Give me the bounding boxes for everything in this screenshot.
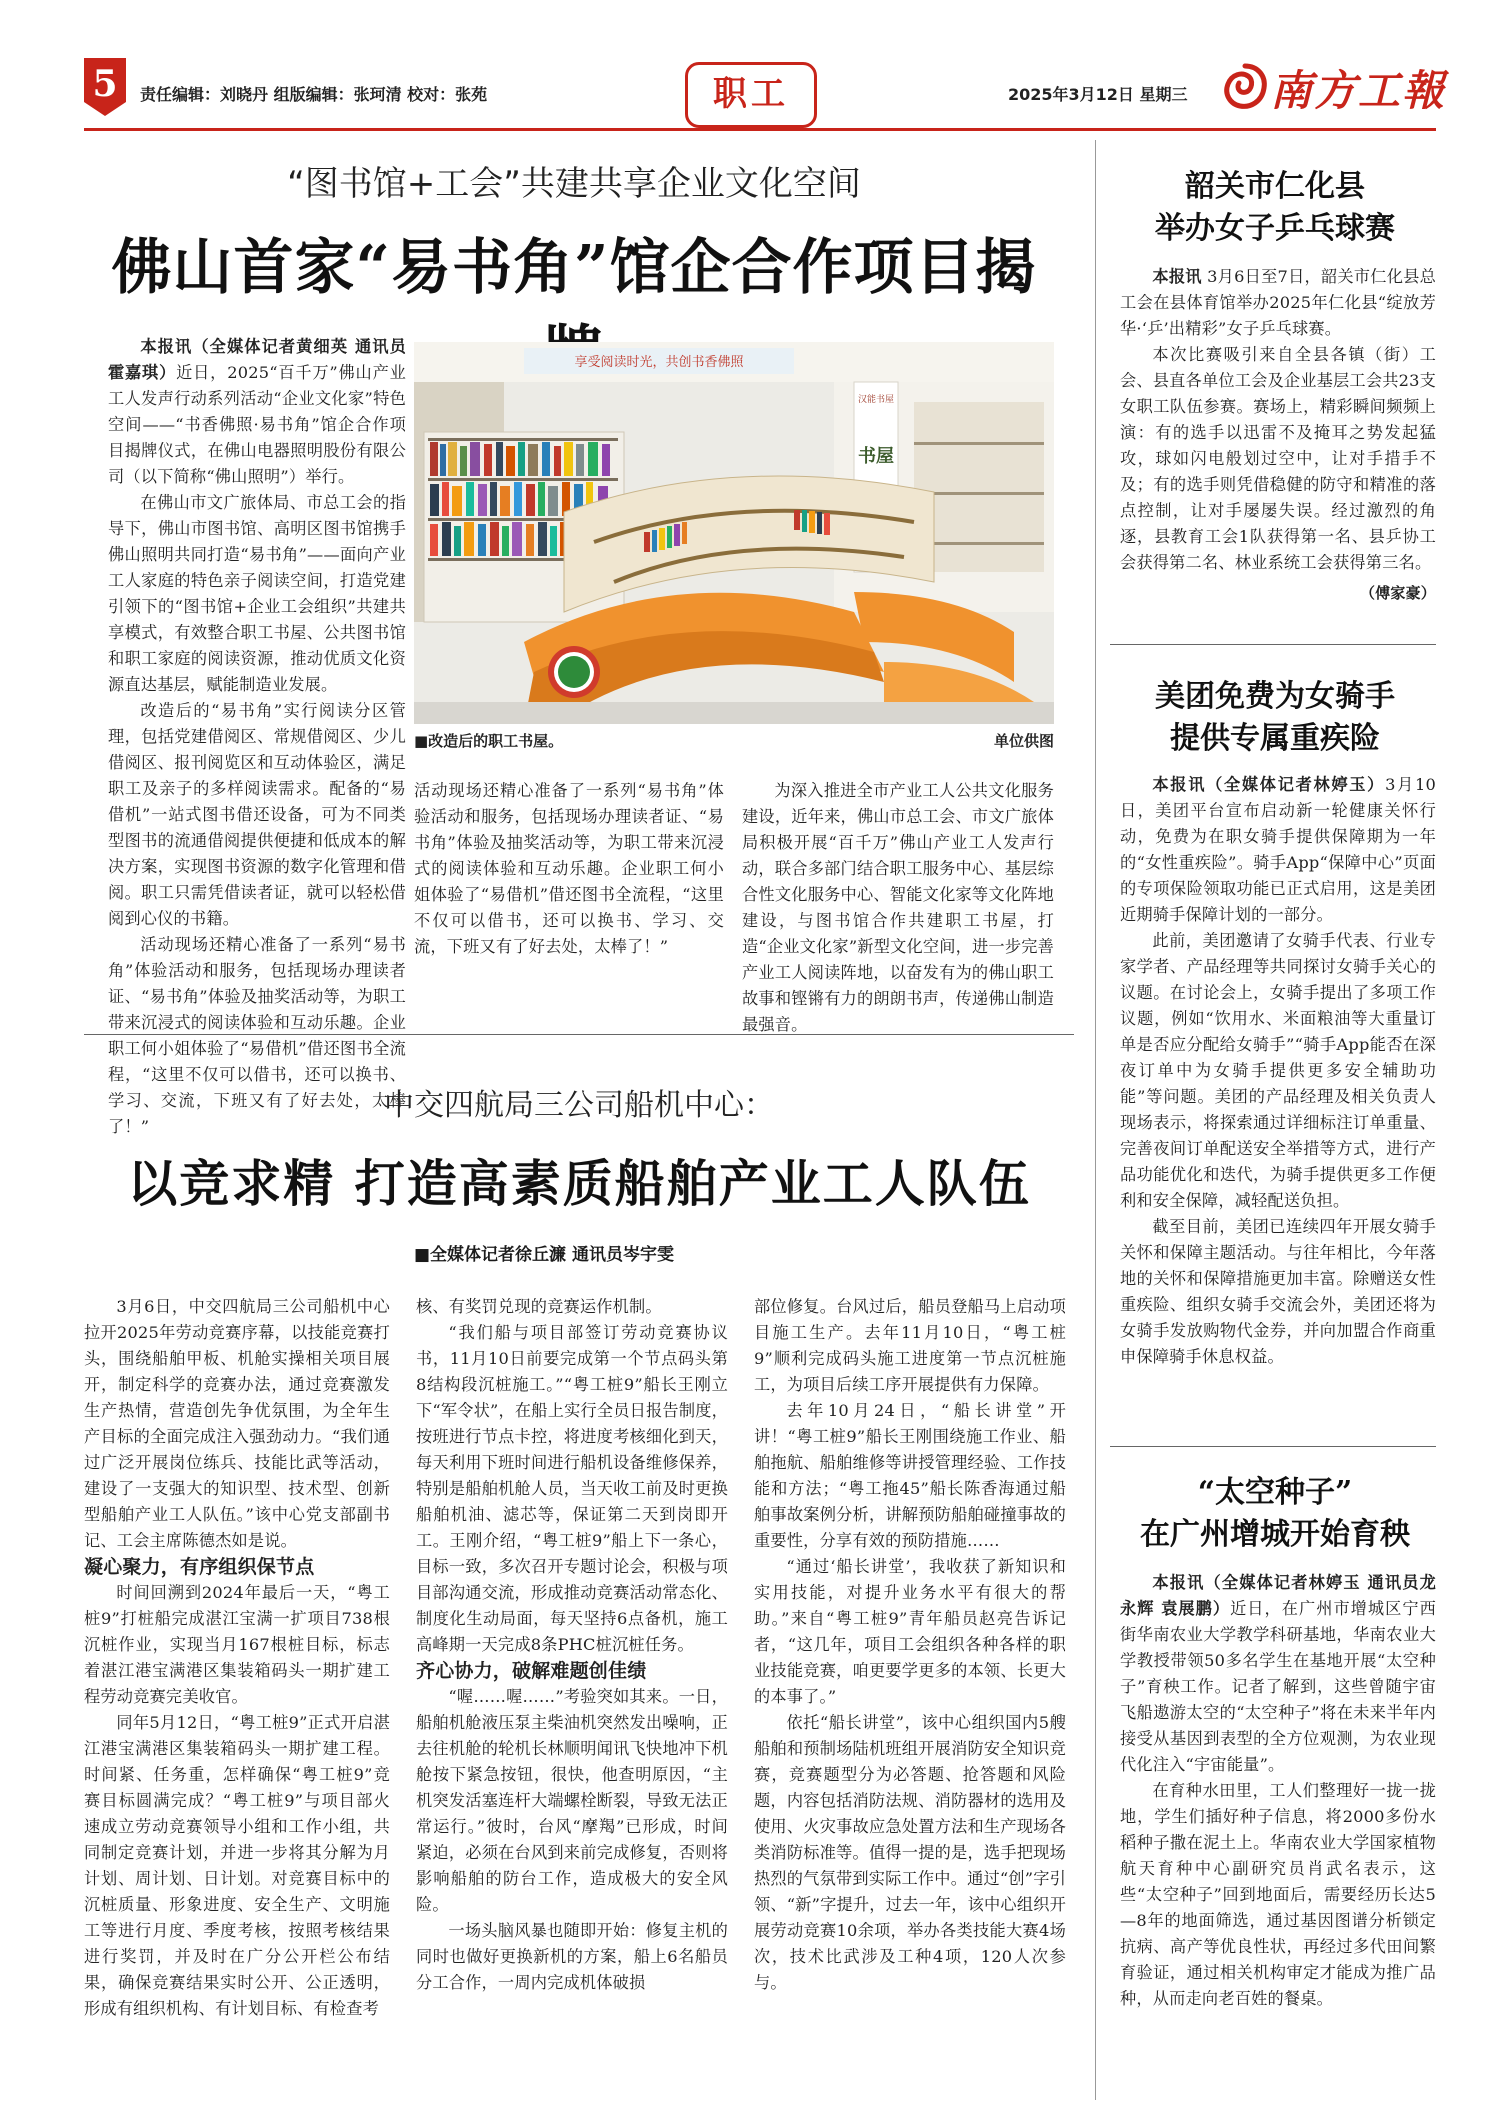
- article2-column-2: [416, 1294, 728, 2104]
- photo-caption: [414, 730, 1054, 751]
- paragraph: [1120, 772, 1436, 928]
- article2-headline: 以竞求精 打造高素质船舶产业工人队伍: [127, 1154, 1031, 1213]
- side2-body: [1120, 772, 1436, 1372]
- lead-credit: （全媒体记者林婷玉）: [1206, 775, 1386, 794]
- paragraph: 依托“船长讲堂”，该中心组织国内5艘船舶和预制场陆机班组开展消防安全知识竞赛，竞赛题型分为必答题、抢答题和风险题，内容包括消防法规、消防器材的选用及使用、火灾事故应急处置方法和生产现场各类消防标准等。值得一提的是，选手把现场热烈的气氛带到实际工作中。通过“创”字引领、“新”字提升，过去一年，该中心组织开展劳动竞赛10余项，举办各类技能大赛4场次，技术比武涉及工种4项，120人次参与。: [754, 1713, 1066, 1992]
- paragraph: 为深入推进全市产业工人公共文化服务建设，近年来，佛山市总工会、市文广旅体局积极开展“百千万”佛山产业工人发声行动，联合多部门结合职工服务中心、基层综合性文化服务中心、智能文化家等文化阵地建设，与图书馆合作共建职工书屋，打造“企业文化家”新型文化空间，进一步完善产业工人阅读阵地，以奋发有为的佛山职工故事和铿锵有力的朗朗书声，传递佛山制造最强音。: [742, 781, 1054, 1034]
- paragraph: 活动现场还精心准备了一系列“易书角”体验活动和服务，包括现场办理读者证、“易书角”体验及抽奖活动等，为职工带来沉浸式的阅读体验和互动乐趣。企业职工何小姐体验了“易借机”借还图书全流程，“这里不仅可以借书，还可以换书、学习、交流，下班又有了好去处，太棒了！”: [414, 781, 724, 956]
- paragraph: 近日，2025“百千万”佛山产业工人发声行动系列活动“企业文化家”特色空间——“书香佛照·易书角”馆企合作项目揭牌仪式，在佛山电器照明股份有限公司（以下简称“佛山照明”）举行。: [108, 363, 406, 486]
- column-divider: [1095, 140, 1096, 2100]
- side1-headline-line1: 韶关市仁化县: [1185, 169, 1365, 204]
- article2-kicker: 中交四航局三公司船机中心：: [384, 1088, 774, 1123]
- header-rule: [84, 128, 1436, 131]
- article1-headline: 佛山首家“易书角”馆企合作项目揭: [111, 233, 1037, 303]
- paragraph: 去年10月24日，“船长讲堂”开讲！“粤工桩9”船长王刚围绕施工作业、船舶拖航、船舶维修等讲授管理经验、工作技能和方法；“粤工拖45”船长陈香海通过船舶事故案例分析，讲解预防船舶碰撞事故的重要性，分享有效的预防措施……: [754, 1401, 1066, 1550]
- paragraph-text: 3月10日，美团平台宣布启动新一轮健康关怀行动，免费为在职女骑手提供保障期为一年的“女性重疾险”。骑手App“保障中心”页面的专项保险领取功能已正式启用，这是美团近期骑手保障计划的一部分。: [1120, 775, 1437, 924]
- paragraph: “通过‘船长讲堂’，我收获了新知识和实用技能，对提升业务水平有很大的帮助。”来自“粤工桩9”青年船员赵亮告诉记者，“这几年，项目工会组织各种各样的职业技能竞赛，咱更要学更多的本领、长更大的本事了。”: [754, 1557, 1066, 1706]
- masthead: [0, 0, 1500, 140]
- photo-credit: 单位供图: [993, 732, 1054, 750]
- article1-kicker: “图书馆+工会”共建共享企业文化空间: [287, 164, 861, 204]
- article-divider: [84, 1034, 1074, 1035]
- side2-headline-line2: 提供专属重疾险: [1170, 721, 1380, 756]
- caption-text: ■改造后的职工书屋。: [414, 732, 564, 750]
- photo-sign-text: 书屋: [858, 446, 894, 467]
- paragraph: 时间回溯到2024年最后一天，“粤工桩9”打桩船完成湛江宝满一扩项目738根沉桩作业，实现当月167根桩目标，标志着湛江港宝满港区集装箱码头一期扩建工程劳动竞赛完美收官。: [84, 1583, 390, 1706]
- article2-column-3: [754, 1294, 1066, 2104]
- paragraph: “喔……喔……”考验突如其来。一日，船舶机舱液压泵主柴油机突然发出噪响，正去往机舱的轮机长林顺明闻讯飞快地冲下机舱按下紧急按钮，很快，他查明原因，“主机突发活塞连杆大端螺栓断裂，导致无法正常运行。”彼时，台风“摩羯”已形成，时间紧迫，必须在台风到来前完成修复，否则将影响船舶的防台工作，造成极大的安全风险。: [416, 1687, 728, 1914]
- article2-byline: ■全媒体记者徐丘濂 通讯员岑宇雯: [414, 1245, 674, 1265]
- paragraph: [1120, 264, 1436, 342]
- issue-date: 2025年3月12日 星期三: [1008, 85, 1188, 104]
- paragraph: 活动现场还精心准备了一系列“易书角”体验活动和服务，包括现场办理读者证、“易书角”体验及抽奖活动等，为职工带来沉浸式的阅读体验和互动乐趣。企业职工何小姐体验了“易借机”借还图书全流程，“这里不仅可以借书，还可以换书、学习、交流，下班又有了好去处，太棒了！”: [108, 935, 406, 1136]
- newspaper-logo-icon: [1222, 62, 1268, 112]
- lead-label: 本报讯: [1152, 1573, 1205, 1592]
- side2-headline: [1110, 676, 1440, 760]
- lead-credit: （全媒体记者林婷玉 通讯员龙永辉 袁展鹏）: [1120, 1573, 1437, 1618]
- paragraph: 改造后的“易书角”实行阅读分区管理，包括党建借阅区、常规借阅区、少儿借阅区、报刊阅览区和互动体验区，满足职工及亲子的多样阅读需求。配备的“易借机”一站式图书借还设备，可为不同类型图书的流通借阅提供便捷和低成本的解决方案，实现图书资源的数字化管理和借阅。职工只需凭借读者证，就可以轻松借阅到心仪的书籍。: [108, 701, 406, 928]
- lead-credit: （全媒体记者黄细英 通讯员霍嘉琪）: [108, 337, 406, 382]
- lead-label: 本报讯: [1152, 267, 1202, 286]
- section-label: 职工: [713, 74, 789, 114]
- paragraph: “我们船与项目部签订劳动竞赛协议书，11月10日前要完成第一个节点码头第8结构段沉桩施工。”“粤工桩9”船长王刚立下“军令状”，在船上实行全员日报告制度，按班进行节点卡控，将进度考核细化到天，每天利用下班时间进行船机设备维修保养，特别是船舶机舱人员，当天收工前及时更换船舶机油、滤芯等，保证第二天到岗即开工。王刚介绍，“粤工桩9”船上下一条心，目标一致，多次召开专题讨论会，积极与项目部沟通交流，形成推动竞赛活动常态化、制度化生动局面，每天坚持6点备机，施工高峰期一天完成8条PHC桩沉桩任务。: [416, 1323, 728, 1654]
- paragraph: 核、有奖罚兑现的竞赛运作机制。: [416, 1297, 662, 1316]
- newspaper-logo: 南方工報: [1270, 66, 1447, 115]
- article2-column-1: [84, 1294, 390, 2104]
- side3-headline: [1110, 1472, 1440, 1556]
- photo-sign-small: 汉能书屋: [857, 395, 895, 405]
- article1-column-2: [414, 778, 724, 1018]
- article2-subhead-1: 凝心聚力，有序组织保节点: [84, 1556, 315, 1578]
- paragraph: 3月6日，中交四航局三公司船机中心拉开2025年劳动竞赛序幕，以技能竞赛打头，围绕船舶甲板、机舱实操相关项目展开，制定科学的竞赛办法，通过竞赛激发生产热情，营造创先争优氛围，为全年生产目标的全面完成注入强劲动力。“我们通过广泛开展岗位练兵、技能比武等活动，建设了一支强大的知识型、技术型、创新型船舶产业工人队伍。”该中心党支部副书记、工会主席陈德杰如是说。: [84, 1297, 390, 1550]
- side1-headline-line2: 举办女子乒乓球赛: [1155, 211, 1395, 246]
- side1-headline: [1110, 166, 1440, 250]
- side3-body: [1120, 1570, 1436, 2100]
- side3-headline-line2: 在广州增城开始育秧: [1140, 1517, 1410, 1552]
- paragraph: 部位修复。台风过后，船员登船马上启动项目施工生产。去年11月10日，“粤工桩9”顺利完成码头施工进度第一节点沉桩施工，为项目后续工序开展提供有力保障。: [754, 1297, 1066, 1394]
- side3-headline-line1: “太空种子”: [1197, 1475, 1353, 1510]
- editor-credits: 责任编辑：刘晓丹 组版编辑：张珂清 校对：张苑: [140, 85, 488, 104]
- photo-banner-text: 享受阅读时光，共创书香佛照: [574, 355, 744, 370]
- paragraph-text: 近日，在广州市增城区宁西街华南农业大学教学科研基地，华南农业大学教授带领50多名学生在基地开展“太空种子”育秧工作。记者了解到，这些曾随宇宙飞船遨游太空的“太空种子”将在未来半年内接受从基因到表型的全方位观测，为农业现代化注入“宇宙能量”。: [1120, 1599, 1436, 1774]
- side1-body: [1120, 264, 1436, 602]
- article2-subhead-2: 齐心协力，破解难题创佳绩: [416, 1660, 647, 1682]
- paragraph: 截至目前，美团已连续四年开展女骑手关怀和保障主题活动。与往年相比，今年落地的关怀和保障措施更加丰富。除赠送女性重疾险、组织女骑手交流会外，美团还将为女骑手发放购物代金券，并向加盟合作商重申保障骑手休息权益。: [1120, 1217, 1436, 1366]
- paragraph: 此前，美团邀请了女骑手代表、行业专家学者、产品经理等共同探讨女骑手关心的议题。在讨论会上，女骑手提出了多项工作议题，例如“饮用水、米面粮油等大重量订单是否应分配给女骑手”“骑手App能否在深夜订单中为女骑手提供更多安全辅助功能”等问题。美团的产品经理及相关负责人现场表示，将探索通过详细标注订单重量、完善夜间订单配送安全举措等方式，进行产品功能优化和迭代，为骑手提供更多工作便利和安全保障，减轻配送负担。: [1120, 931, 1436, 1210]
- library-photo: [414, 342, 1054, 724]
- lead-label: 本报讯: [1152, 775, 1207, 794]
- side-divider: [1110, 1446, 1436, 1447]
- paragraph: [1120, 1570, 1436, 1778]
- side1-credit: （傅家豪）: [1359, 584, 1436, 602]
- paragraph: 在佛山市文广旅体局、市总工会的指导下，佛山市图书馆、高明区图书馆携手佛山照明共同打造“易书角”——面向产业工人家庭的特色亲子阅读空间，打造党建引领下的“图书馆+企业工会组织”共建共享模式，有效整合职工书屋、公共图书馆和职工家庭的阅读资源，推动优质文化资源直达基层，赋能制造业发展。: [108, 493, 406, 694]
- article1-column-3: [742, 778, 1054, 1034]
- lead-label: 本报讯: [140, 337, 193, 356]
- paragraph: 本次比赛吸引来自全县各镇（街）工会、县直各单位工会及企业基层工会共23支女职工队伍参赛。赛场上，精彩瞬间频频上演：有的选手以迅雷不及掩耳之势发起猛攻，球如闪电般划过空中，让对手措手不及；有的选手则凭借稳健的防守和精准的落点控制，让对手屡屡失误。经过激烈的角逐，县教育工会1队获得第一名、县乒协工会获得第二名、林业系统工会获得第三名。: [1120, 345, 1436, 572]
- article1-lead-paragraph: [108, 334, 406, 490]
- side2-headline-line1: 美团免费为女骑手: [1155, 679, 1395, 714]
- side-divider: [1110, 644, 1436, 645]
- article1-column-1: [108, 334, 406, 1136]
- paragraph: 同年5月12日，“粤工桩9”正式开启湛江港宝满港区集装箱码头一期扩建工程。时间紧、任务重，怎样确保“粤工桩9”竞赛目标圆满完成？“粤工桩9”与项目部火速成立劳动竞赛领导小组和工作小组，共同制定竞赛计划，并进一步将其分解为月计划、周计划、日计划。对竞赛目标中的沉桩质量、形象进度、安全生产、文明施工等进行月度、季度考核，按照考核结果进行奖罚，并及时在广分公开栏公布结果，确保竞赛结果实时公开、公正透明，形成有组织机构、有计划目标、有检查考: [84, 1713, 390, 2018]
- paragraph-text: 3月6日至7日，韶关市仁化县总工会在县体育馆举办2025年仁化县“绽放芳华·‘乒’出精彩”女子乒乓球赛。: [1120, 267, 1436, 338]
- paragraph: 在育种水田里，工人们整理好一拢一拢地，学生们插好种子信息，将2000多份水稻种子撒在泥土上。华南农业大学国家植物航天育种中心副研究员肖武名表示，这些“太空种子”回到地面后，需要经历长达5—8年的地面筛选，通过基因图谱分析锁定抗病、高产等优良性状，再经过多代田间繁育验证，通过相关机构审定才能成为推广品种，从而走向老百姓的餐桌。: [1120, 1781, 1436, 2008]
- page-number: 5: [92, 63, 118, 105]
- paragraph: 一场头脑风暴也随即开始：修复主机的同时也做好更换新机的方案，船上6名船员分工合作，一周内完成机体破损: [416, 1921, 728, 1992]
